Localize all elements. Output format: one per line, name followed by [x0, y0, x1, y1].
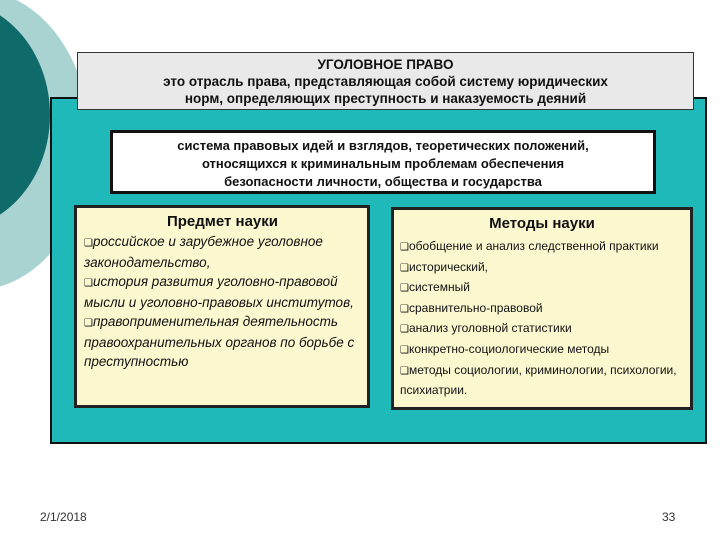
checkbox-bullet-icon: ❑ — [400, 262, 409, 274]
list-item: сравнительно-правовой — [408, 300, 543, 315]
checkbox-bullet-icon: ❑ — [400, 242, 409, 253]
list-item: обобщение и анализ следственной практики — [408, 239, 659, 253]
science-definition-box — [110, 130, 656, 194]
checkbox-bullet-icon: ❑ — [400, 324, 409, 336]
checkbox-bullet-icon: ❑ — [84, 238, 93, 249]
list-item: конкретно-социологические методы — [408, 341, 610, 356]
list-item: анализ уголовной статистики — [408, 321, 572, 336]
footer-date: 2/1/2018 — [40, 510, 87, 524]
list-item: история развития уголовно-правовой мысли и уголовно-правовых институтов, — [84, 274, 354, 310]
list-item: российское и зарубежное уголовное законодательство, — [84, 234, 323, 270]
definition-line: безопасности личности, общества и государства — [224, 174, 542, 189]
definition-line: система правовых идей и взглядов, теоретических положений, — [177, 138, 589, 153]
definition-line: относящихся к криминальным проблемам обеспечения — [201, 156, 565, 171]
checkbox-bullet-icon: ❑ — [400, 365, 409, 377]
checkbox-bullet-icon: ❑ — [400, 303, 409, 315]
checkbox-bullet-icon: ❑ — [84, 318, 93, 329]
title-definition-line: норм, определяющих преступность и наказуемость деяний — [184, 91, 587, 106]
list-item: системный — [408, 280, 470, 295]
subject-of-science-box — [74, 205, 370, 408]
methods-of-science-box — [391, 207, 693, 410]
subject-heading: Предмет науки — [166, 213, 279, 230]
methods-heading: Методы науки — [489, 215, 595, 232]
list-item: исторический, — [408, 259, 488, 274]
list-item: методы социологии, криминологии, психологии, психиатрии. — [400, 362, 677, 398]
slide-title: УГОЛОВНОЕ ПРАВО — [317, 57, 454, 72]
list-item: правоприменительная деятельность правоохранительных органов по борьбе с преступностью — [84, 314, 355, 369]
checkbox-bullet-icon: ❑ — [400, 283, 409, 295]
title-box — [77, 52, 694, 110]
slide-number: 33 — [662, 510, 676, 524]
checkbox-bullet-icon: ❑ — [400, 344, 409, 356]
subject-list — [84, 232, 361, 371]
checkbox-bullet-icon: ❑ — [84, 278, 93, 289]
methods-list — [400, 237, 684, 400]
title-definition-line: это отрасль права, представляющая собой систему юридических — [163, 74, 608, 89]
